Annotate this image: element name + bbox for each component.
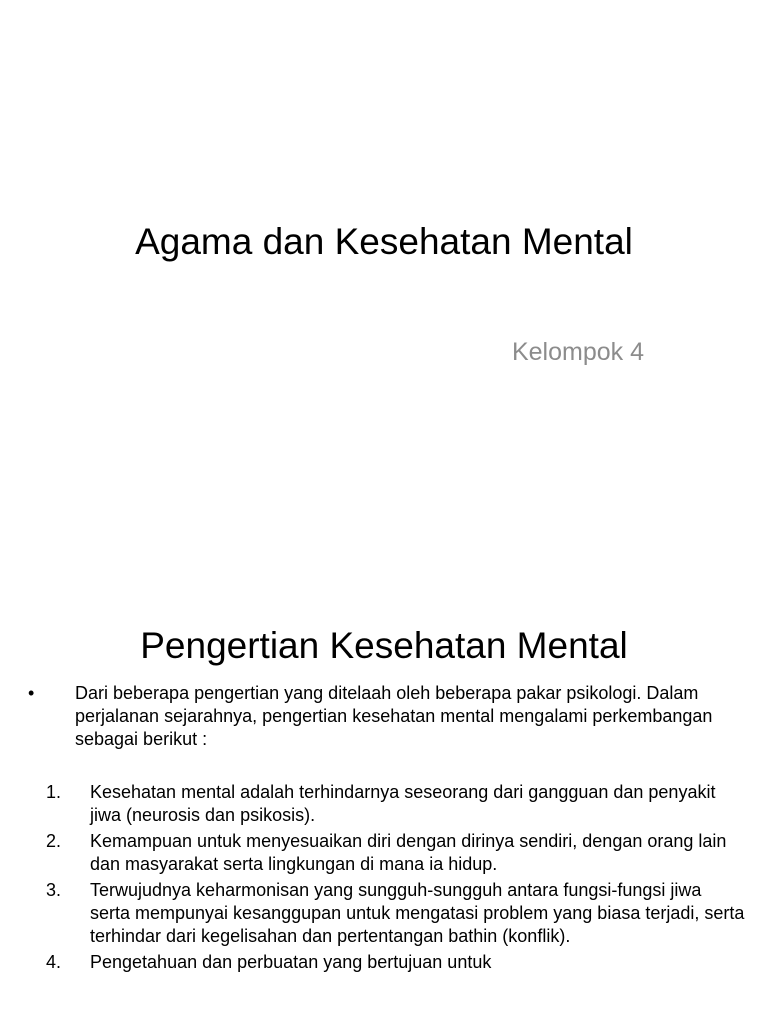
- list-item-number: 1.: [46, 782, 62, 802]
- intro-bullet: [28, 682, 728, 751]
- list-item: [46, 951, 746, 974]
- slide-subtitle: Kelompok 4: [511, 338, 644, 366]
- list-item: [46, 830, 746, 876]
- list-item-text: Terwujudnya keharmonisan yang sungguh-sungguh antara fungsi-fungsi jiwa serta mempunyai kesanggupan untuk mengatasi problem yang biasa terjadi, serta terhindar dari kegelisahan dan pertentangan bathin (konflik).: [90, 880, 745, 946]
- list-item-text: Kesehatan mental adalah terhindarnya seseorang dari gangguan dan penyakit jiwa (neurosis dan psikosis).: [90, 782, 716, 825]
- list-item-number: 2.: [46, 831, 62, 851]
- list-item: [46, 781, 746, 827]
- intro-text: Dari beberapa pengertian yang ditelaah oleh beberapa pakar psikologi. Dalam perjalanan sejarahnya, pengertian kesehatan mental mengalami perkembangan sebagai berikut :: [75, 683, 713, 749]
- list-item: [46, 879, 746, 948]
- slide-title: Pengertian Kesehatan Mental: [140, 625, 628, 666]
- slide-title: Agama dan Kesehatan Mental: [135, 221, 633, 262]
- list-item-number: 3.: [46, 880, 62, 900]
- bullet-marker: •: [28, 683, 35, 703]
- list-item-text: Kemampuan untuk menyesuaikan diri dengan dirinya sendiri, dengan orang lain dan masyarakat serta lingkungan di mana ia hidup.: [90, 831, 727, 874]
- content-slide: [0, 600, 768, 1024]
- numbered-list: [46, 781, 746, 977]
- list-item-text: Pengetahuan dan perbuatan yang bertujuan untuk: [90, 952, 492, 972]
- list-item-number: 4.: [46, 952, 62, 972]
